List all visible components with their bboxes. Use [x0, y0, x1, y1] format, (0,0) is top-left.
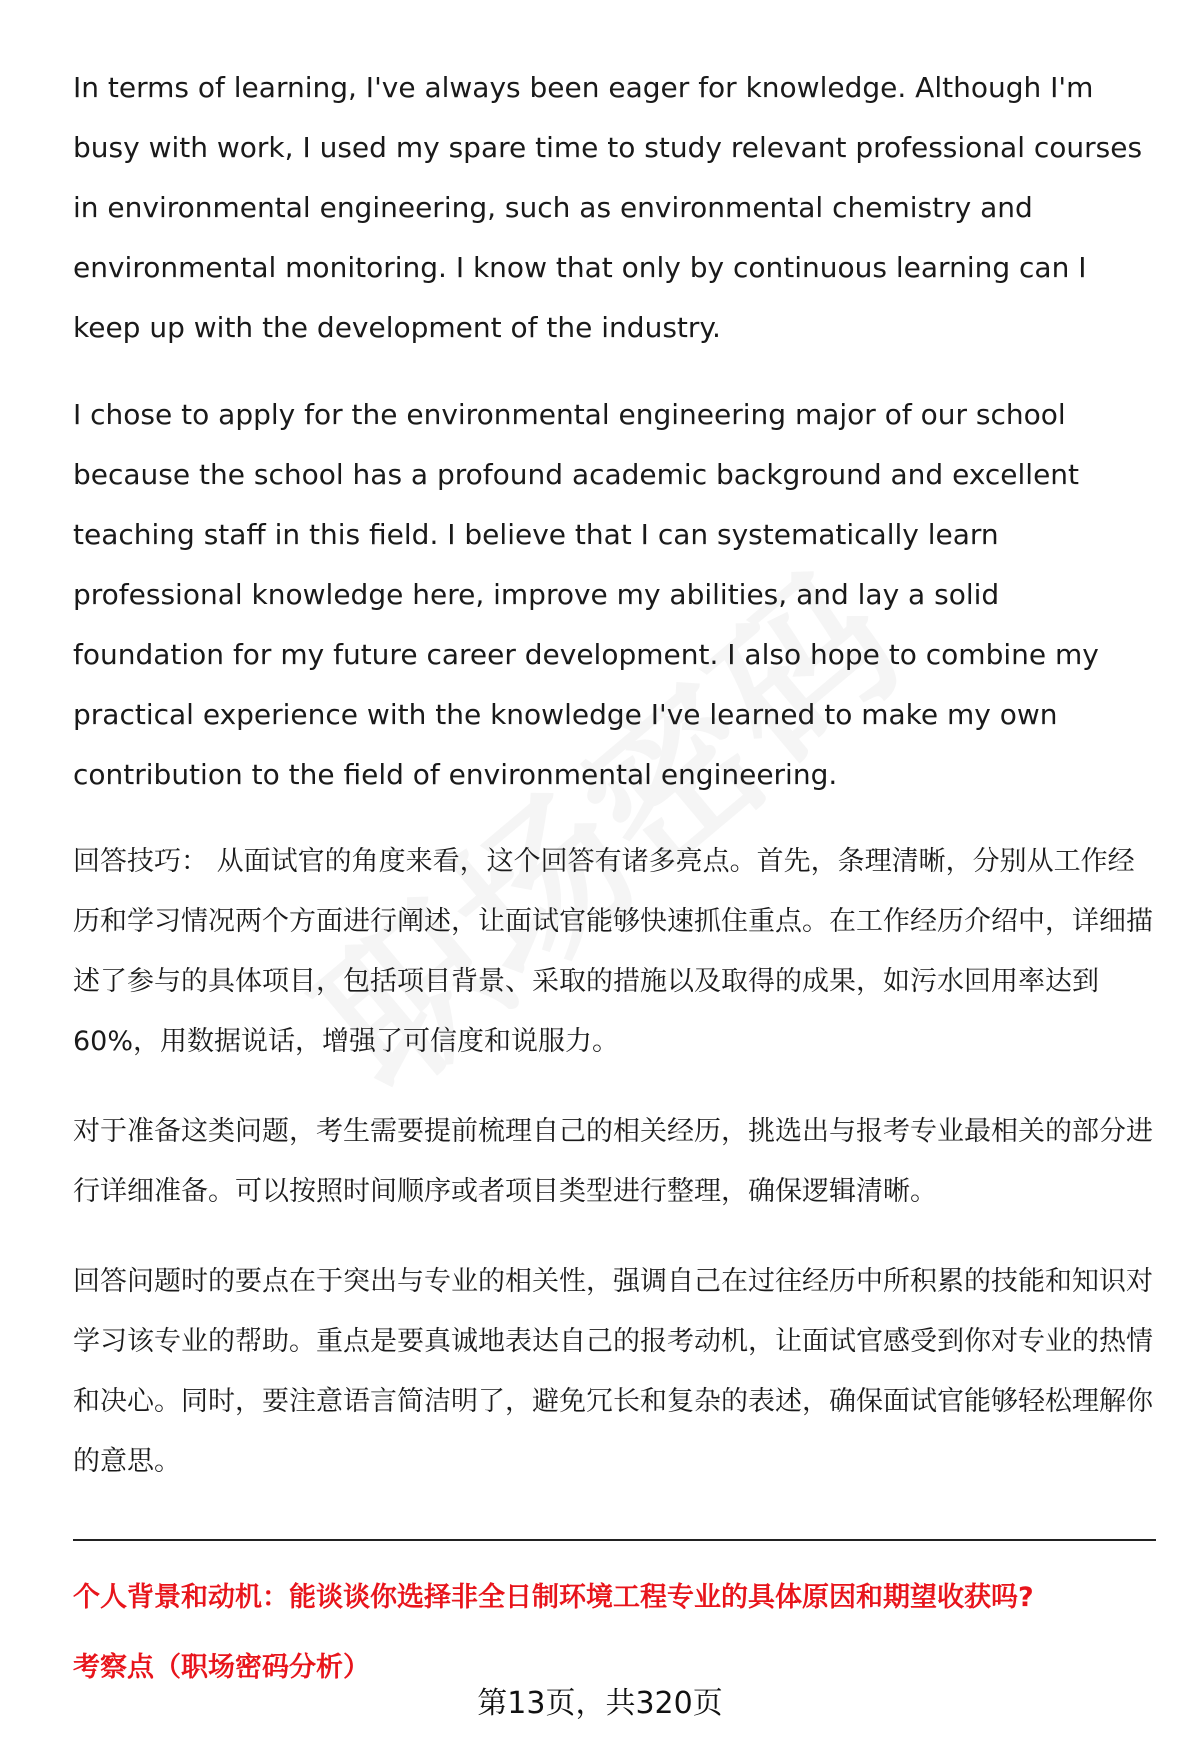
page-number: 第13页，共320页	[477, 1686, 723, 1721]
divider	[73, 1539, 1156, 1541]
paragraph-key-points: 回答问题时的要点在于突出与专业的相关性，强调自己在过往经历中所积累的技能和知识对学习该专业的帮助。重点是要真诚地表达自己的报考动机，让面试官感受到你对专业的热情和决心。同时，要注意语言简洁明了，避免冗长和复杂的表述，确保面试官能够轻松理解你的意思。	[73, 1266, 1153, 1477]
paragraph-motivation: I chose to apply for the environmental engineering major of our school because the school has a profound academic background and excellent teaching staff in this field. I believe that I can systematically learn professional knowledge here, improve my abilities, and lay a solid foundation for my future career development. I also hope to combine my practical experience with the knowledge I've learned to make my own contribution to the field of environmental engineering.	[73, 398, 1099, 791]
paragraph-answer-tips: 回答技巧： 从面试官的角度来看，这个回答有诸多亮点。首先，条理清晰，分别从工作经历和学习情况两个方面进行阐述，让面试官能够快速抓住重点。在工作经历介绍中，详细描述了参与的具体项目，包括项目背景、采取的措施以及取得的成果，如污水回用率达到 60%，用数据说话，增强了可信度和说服力。	[73, 846, 1153, 1057]
paragraph-preparation: 对于准备这类问题，考生需要提前梳理自己的相关经历，挑选出与报考专业最相关的部分进行详细准备。可以按照时间顺序或者项目类型进行整理，确保逻辑清晰。	[73, 1116, 1153, 1207]
question-heading: 个人背景和动机：能谈谈你选择非全日制环境工程专业的具体原因和期望收获吗?	[73, 1582, 1034, 1613]
section-heading: 考察点（职场密码分析）	[73, 1652, 370, 1683]
paragraph-learning: In terms of learning, I've always been eager for knowledge. Although I'm busy with work, I used my spare time to study relevant professional courses in environmental engineering, such as environmental chemistry and environmental monitoring. I know that only by continuous learning can I keep up with the development of the industry.	[73, 71, 1143, 344]
